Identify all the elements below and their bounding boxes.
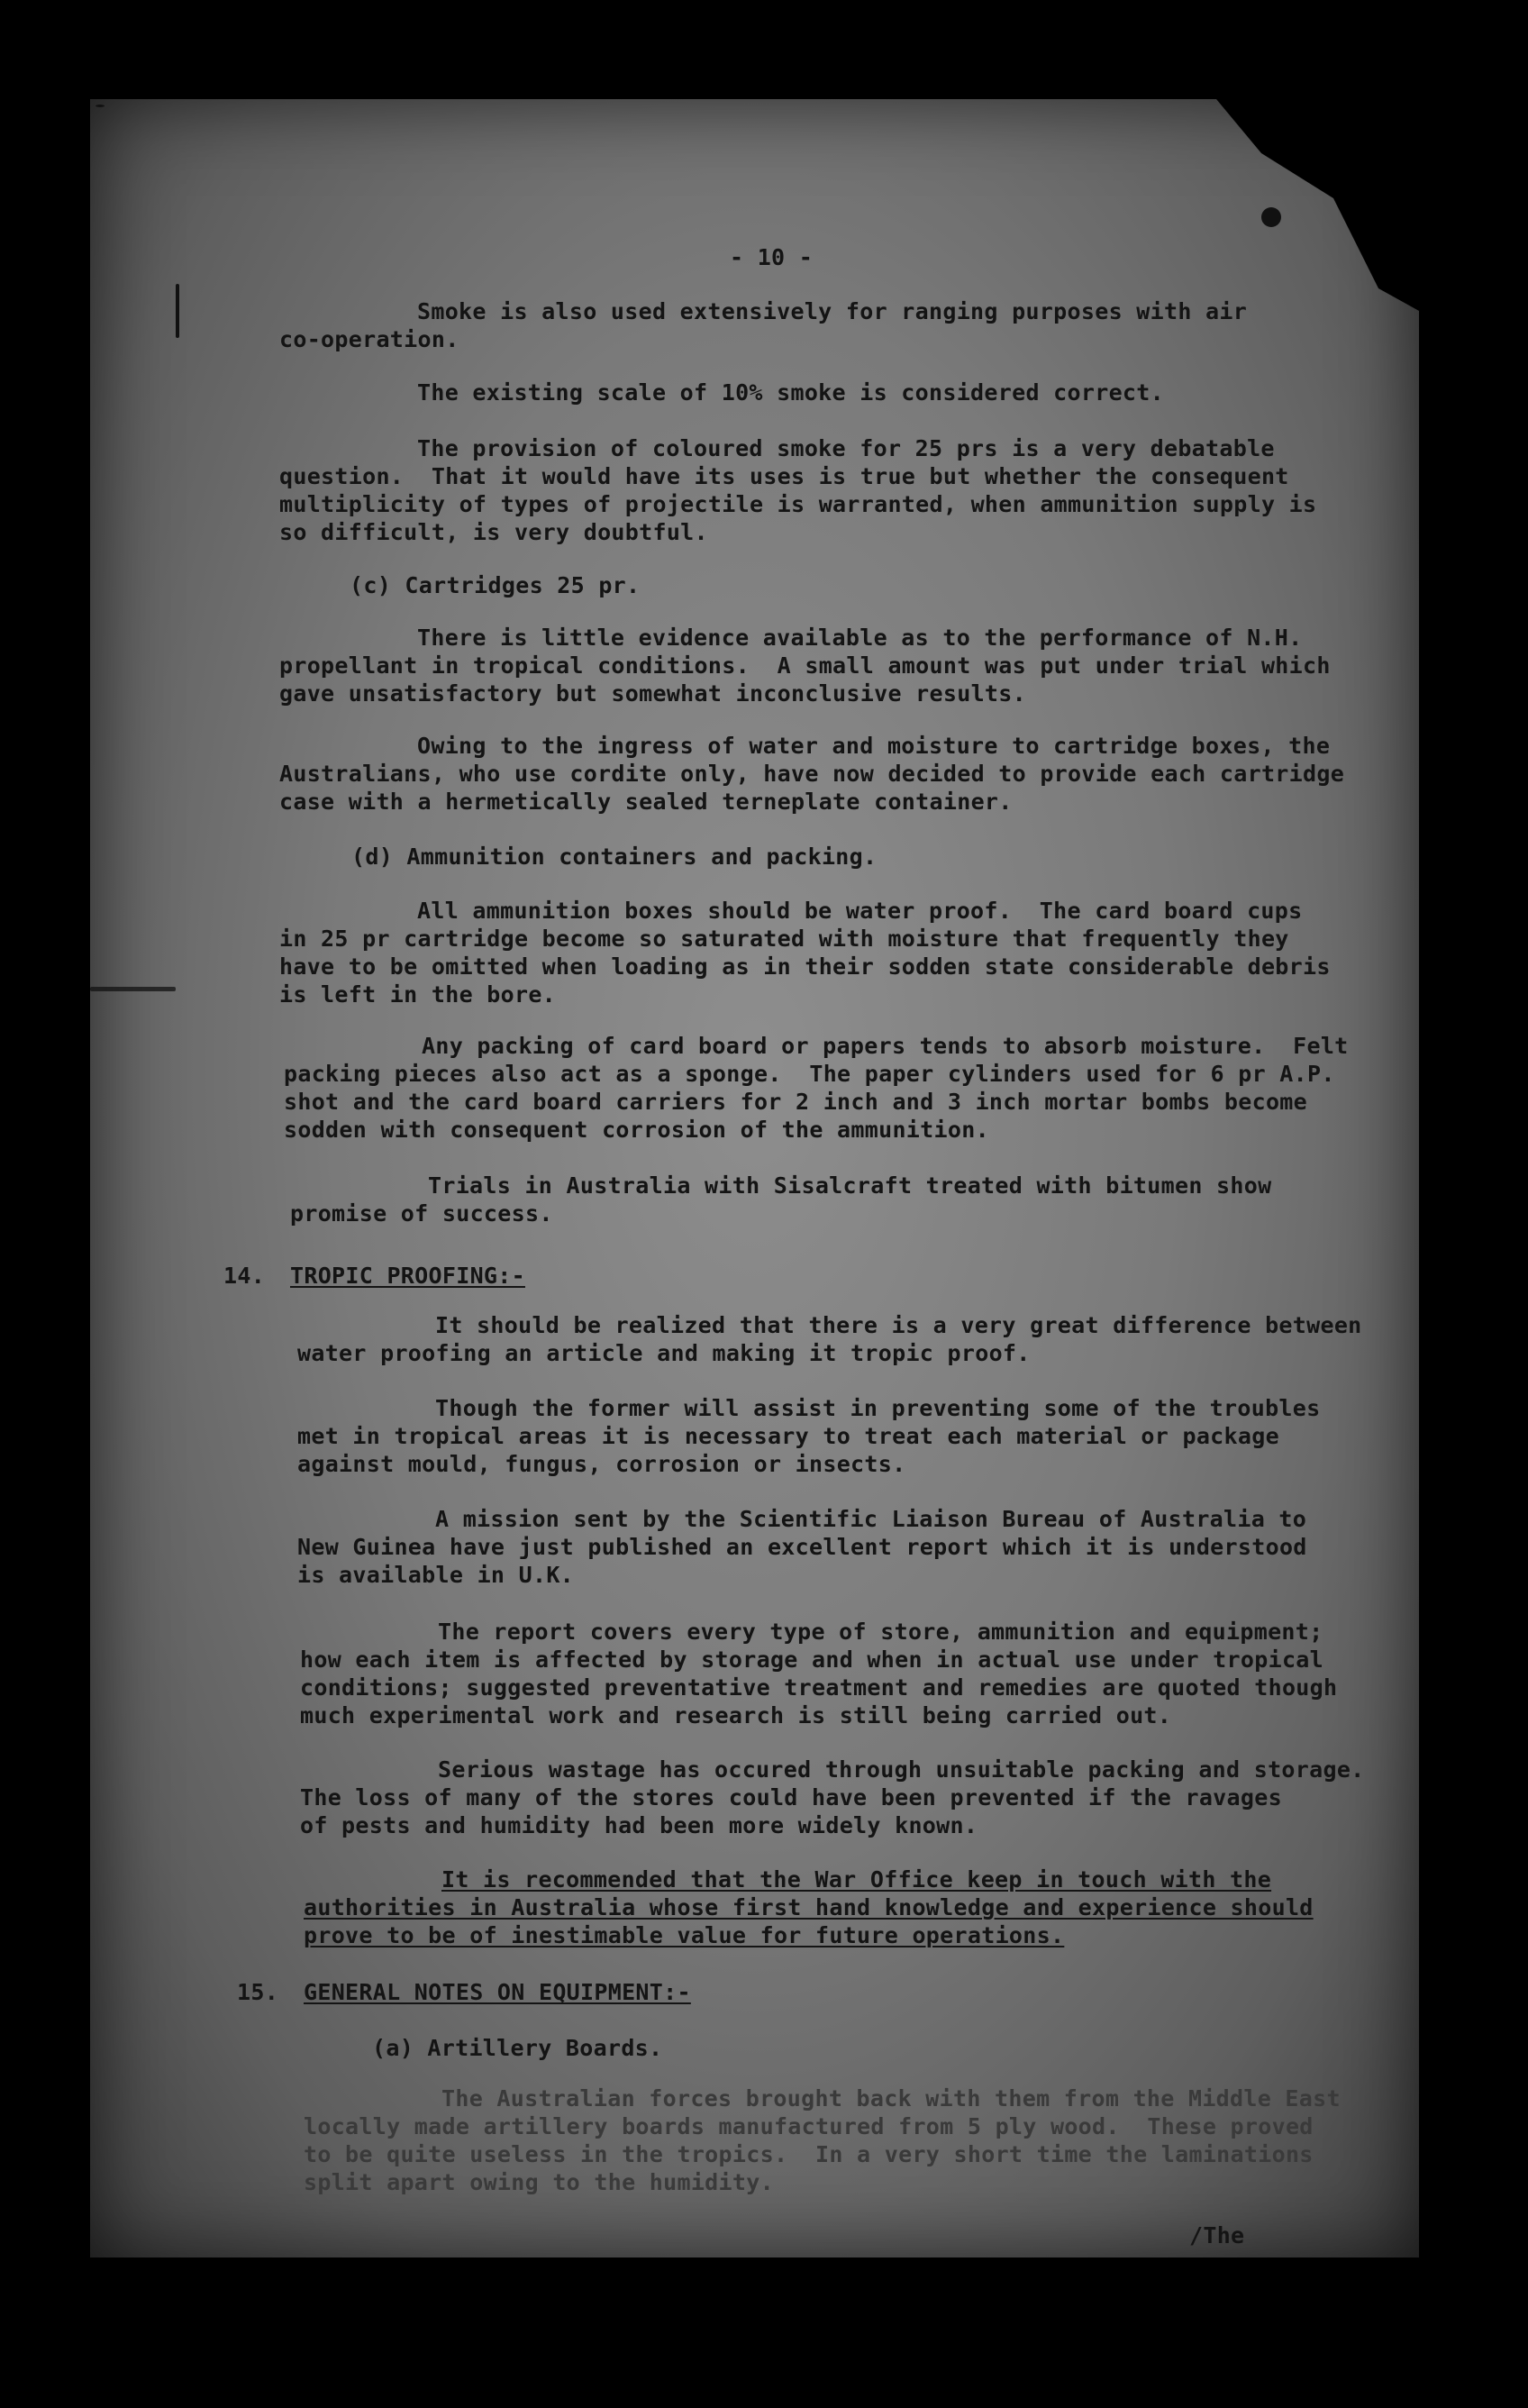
- heading-a-artillery-boards: (a) Artillery Boards.: [372, 2035, 663, 2061]
- paragraph-mission-report: A mission sent by the Scientific Liaison Bureau of Australia to New Guinea have just published an excellent report which it is understood is available in U.K.: [297, 1506, 1307, 1588]
- scan-speck: [96, 105, 105, 107]
- paragraph-coloured-smoke: The provision of coloured smoke for 25 prs is a very debatable question. That it would have its uses is true but whether the consequent multiplicity of types of projectile is warranted, when ammunition supply is so difficult, is very doubtful.: [279, 435, 1317, 545]
- paragraph-nh-propellant: There is little evidence available as to the performance of N.H. propellant in tropical conditions. A small amount was put under trial which gave unsatisfactory but somewhat inconclusive results.: [279, 625, 1331, 707]
- section-15-number: 15.: [237, 1979, 279, 2005]
- catchword: /The: [1189, 2222, 1245, 2248]
- paragraph-serious-wastage: Serious wastage has occured through unsuitable packing and storage. The loss of many of the stores could have been prevented if the ravages of pests and humidity had been more widely known.: [300, 1756, 1365, 1838]
- heading-d-containers: (d) Ammunition containers and packing.: [351, 844, 878, 870]
- section-15-heading: GENERAL NOTES ON EQUIPMENT:-: [304, 1979, 691, 2005]
- paragraph-artillery-boards: The Australian forces brought back with them from the Middle East locally made artillery boards manufactured from 5 ply wood. These proved to be quite useless in the tropics. In a very short time the laminations split apart owing to the humidity.: [304, 2085, 1341, 2195]
- paragraph-cartridge-boxes: Owing to the ingress of water and moisture to cartridge boxes, the Australians, who use cordite only, have now decided to provide each cartridge case with a hermetically sealed terneplate container.: [279, 733, 1345, 815]
- heading-c-cartridges: (c) Cartridges 25 pr.: [350, 572, 641, 598]
- paragraph-smoke-scale: The existing scale of 10% smoke is considered correct.: [417, 379, 1164, 406]
- paragraph-recommendation: It is recommended that the War Office keep in touch with the authorities in Australia whose first hand knowledge and experience should prove to be of inestimable value for future operations.: [304, 1866, 1314, 1948]
- paragraph-sisalcraft-trials: Trials in Australia with Sisalcraft treated with bitumen show promise of success.: [290, 1172, 1272, 1227]
- scan-speck: [176, 284, 179, 338]
- section-14-heading: TROPIC PROOFING:-: [290, 1263, 525, 1289]
- section-14-number: 14.: [223, 1263, 266, 1289]
- paragraph-report-coverage: The report covers every type of store, ammunition and equipment; how each item is affected by storage and when in actual use under tropical conditions; suggested preventative treatment and remedies are quoted though much experimental work and research is still being carried out.: [300, 1619, 1338, 1728]
- paragraph-waterproof-boxes: All ammunition boxes should be water proof. The card board cups in 25 pr cartridge become so saturated with moisture that frequently they have to be omitted when loading as in their sodden state considerable debris is left in the bore.: [279, 898, 1331, 1008]
- page-number: - 10 -: [730, 244, 814, 270]
- scan-speck: [90, 987, 176, 991]
- paragraph-tropic-proof: It should be realized that there is a very great difference between water proofing an article and making it tropic proof.: [297, 1312, 1362, 1366]
- paragraph-packing-moisture: Any packing of card board or papers tends to absorb moisture. Felt packing pieces also act as a sponge. The paper cylinders used for 6 pr A.P. shot and the card board carriers for 2 inch and 3 inch mortar bombs become sodden with consequent corrosion of the ammunition.: [284, 1033, 1349, 1143]
- scan-speck: [1261, 207, 1281, 227]
- paragraph-smoke-ranging: Smoke is also used extensively for ranging purposes with air co-operation.: [279, 298, 1248, 352]
- paragraph-treat-materials: Though the former will assist in preventing some of the troubles met in tropical areas it is necessary to treat each material or package against mould, fungus, corrosion or insects.: [297, 1395, 1321, 1477]
